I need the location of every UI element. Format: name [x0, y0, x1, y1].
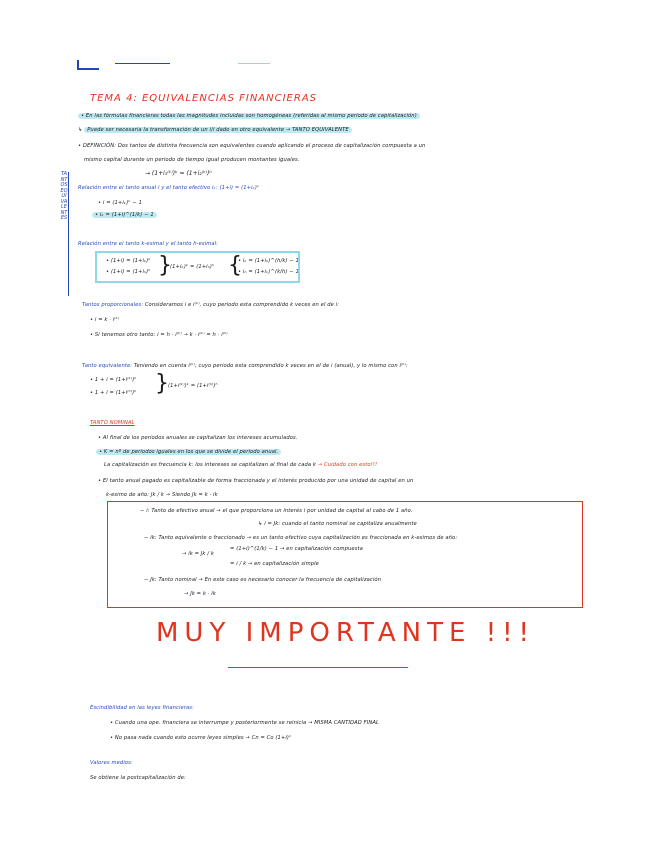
definition-formula: → (1+i₁⁽ᵏ⁾)ᵏ = (1+i₂⁽ʰ⁾)ʰ — [145, 170, 212, 177]
box-line-8: → Jk = k · ik — [184, 591, 216, 597]
proportional-bullet-2: • Si tenemos otro tanto: i = h · i⁽ʰ⁾ → k · i⁽ᵏ⁾ = h · i⁽ʰ⁾ — [90, 332, 228, 338]
additivity-bullet-1: • Cuando una ope. financiera se interrumpe y posteriormente se reinicia → MISMA CANTIDAD FINAL — [110, 720, 379, 726]
proportional-text: Consideramos i e i⁽ᵏ⁾, cuyo periodo esta comprendido k veces en el de i: — [144, 302, 340, 308]
side-label-text: TANTOS EQUIVALENTES — [60, 171, 68, 221]
definition-line-2: mismo capital durante un periodo de tiempo igual producen montantes iguales. — [84, 157, 300, 163]
nominal-bullet-3 — [104, 462, 377, 468]
intro-bullet-1 — [78, 113, 420, 119]
box-line-7: − Jk: Tanto nominal → En este caso es necesario conocer la frecuencia de capitalización — [144, 577, 382, 583]
definition-line-1: • DEFINICIÓN: Dos tantos de distinta frecuencia son equivalentes cuando aplicando el proceso de capitalización compuesta a un — [78, 143, 426, 149]
equivalent-bullet-2: • 1 + i = (1+i⁽ʰ⁾)ʰ — [90, 390, 137, 396]
proportional-line — [82, 302, 339, 308]
nominal-bullet-2-text: • K = nº de periodos iguales en los que se divide el periodo anual. — [96, 449, 281, 455]
proportional-bullet-1: • i = k · i⁽ᵏ⁾ — [90, 317, 120, 323]
top-mark-2 — [77, 60, 79, 70]
proportional-title: Tantos proporcionales: — [82, 302, 144, 308]
intro-bullet-2 — [78, 127, 352, 133]
equivalent-brace: } — [155, 371, 169, 396]
box-line-5: = (1+i)^(1/k) − 1 → en capitalización compuesta — [230, 546, 363, 552]
emphasis-heading: MUY IMPORTANTE !!! — [156, 618, 535, 648]
equivalent-middle: (1+i⁽ᵏ⁾)ᵏ = (1+i⁽ʰ⁾)ʰ — [168, 383, 218, 389]
important-definitions-box — [107, 501, 583, 608]
box-line-2: ↳ i = Jk: cuando el tanto nominal se capitaliza anualmente — [258, 521, 417, 527]
relation-1-bullet-2-text: • iₖ = (1+i)^(1/k) − 1 — [92, 212, 157, 218]
page-title: TEMA 4: EQUIVALENCIAS FINANCIERAS — [90, 93, 318, 104]
relation-1-bullet-1: • i = (1+iₖ)ᵏ − 1 — [98, 200, 142, 206]
top-mark-1 — [77, 68, 99, 70]
equivalent-title: Tanto equivalente: — [82, 363, 133, 369]
additivity-bullet-2: • No pasa nada cuando esto ocurre leyes simples → Cn = Co (1+i)ⁿ — [110, 735, 292, 741]
emphasis-underline — [228, 667, 408, 668]
top-mark-4 — [238, 63, 270, 64]
nominal-bullet-2 — [96, 449, 281, 455]
nominal-title: TANTO NOMINAL — [90, 420, 135, 426]
equivalent-text: Teniendo en cuenta i⁽ᵏ⁾, cuyo periodo esta comprendido k veces en el de i (anual), y lo mismo con i⁽ʰ⁾: — [133, 363, 408, 369]
relation-2-title: Relación entre el tanto k-esimal y el tanto h-esimal: — [78, 241, 219, 247]
side-label-tantos-equivalentes — [60, 172, 68, 222]
box-line-4: → ik = Jk / k — [182, 551, 214, 557]
relation-2-left-1: • (1+i) = (1+iₖ)ᵏ — [106, 258, 151, 264]
side-bracket — [68, 172, 69, 296]
additivity-title: Escindibilidad en las leyes financieras: — [90, 705, 194, 711]
box-line-3: − ik: Tanto equivalente o fraccionado → es un tanto efectivo cuya capitalización es fraccionada en k-esimos de año: — [144, 535, 458, 541]
equivalent-line — [82, 363, 408, 369]
relation-2-left-2: • (1+i) = (1+iₕ)ʰ — [106, 269, 151, 275]
values-text: Se obtiene la postcapitalización de: — [90, 775, 186, 781]
box-line-6: = i / k → en capitalización simple — [230, 561, 319, 567]
values-title: Valores medios: — [90, 760, 133, 766]
relation-1-bullet-2 — [92, 212, 157, 218]
relation-2-middle: (1+iₖ)ᵏ = (1+iₕ)ʰ — [170, 264, 215, 270]
relation-2-brace-right: { — [228, 253, 242, 278]
intro-bullet-1-text: • En las fórmulas financieras todas las magnitudes incluidas son homogéneas (referidas al mismo periodo de capitalización) — [78, 113, 420, 119]
nominal-warning: → Cuidado con esto!!! — [317, 462, 378, 468]
relation-2-brace-left: } — [158, 253, 172, 278]
nominal-bullet-4: • El tanto anual pagado es capitalizable de forma fraccionada y el interés producido por una unidad de capital en un — [98, 478, 414, 484]
box-line-1: − i: Tanto de efectivo anual → el que proporciona un interés i por unidad de capital al cabo de 1 año. — [140, 508, 413, 514]
return-arrow-icon: ↳ — [78, 127, 85, 133]
nominal-bullet-5: k-esimo de año: Jk / k → Siendo Jk = k · ik — [106, 492, 218, 498]
top-mark-3 — [115, 63, 170, 64]
nominal-bullet-1: • Al final de los periodos anuales se capitalizan los intereses acumulados. — [98, 435, 298, 441]
relation-1-title: Relación entre el tanto anual i y el tanto efectivo iₖ: (1+i) = (1+iₖ)ᵏ — [78, 185, 260, 191]
nominal-bullet-3-text: La capitalización es frecuencia k: los intereses se capitalizan al final de cada k — [104, 462, 317, 468]
intro-bullet-2-text: Puede ser necesaria la transformación de un i/i dado en otro equivalente → TANTO EQUIVALENTE — [84, 127, 352, 133]
equivalent-bullet-1: • 1 + i = (1+i⁽ᵏ⁾)ᵏ — [90, 377, 137, 383]
relation-2-right-1: • iₖ = (1+iₕ)^(h/k) − 1 — [238, 258, 299, 264]
relation-2-right-2: • iₕ = (1+iₖ)^(k/h) − 1 — [238, 269, 299, 275]
